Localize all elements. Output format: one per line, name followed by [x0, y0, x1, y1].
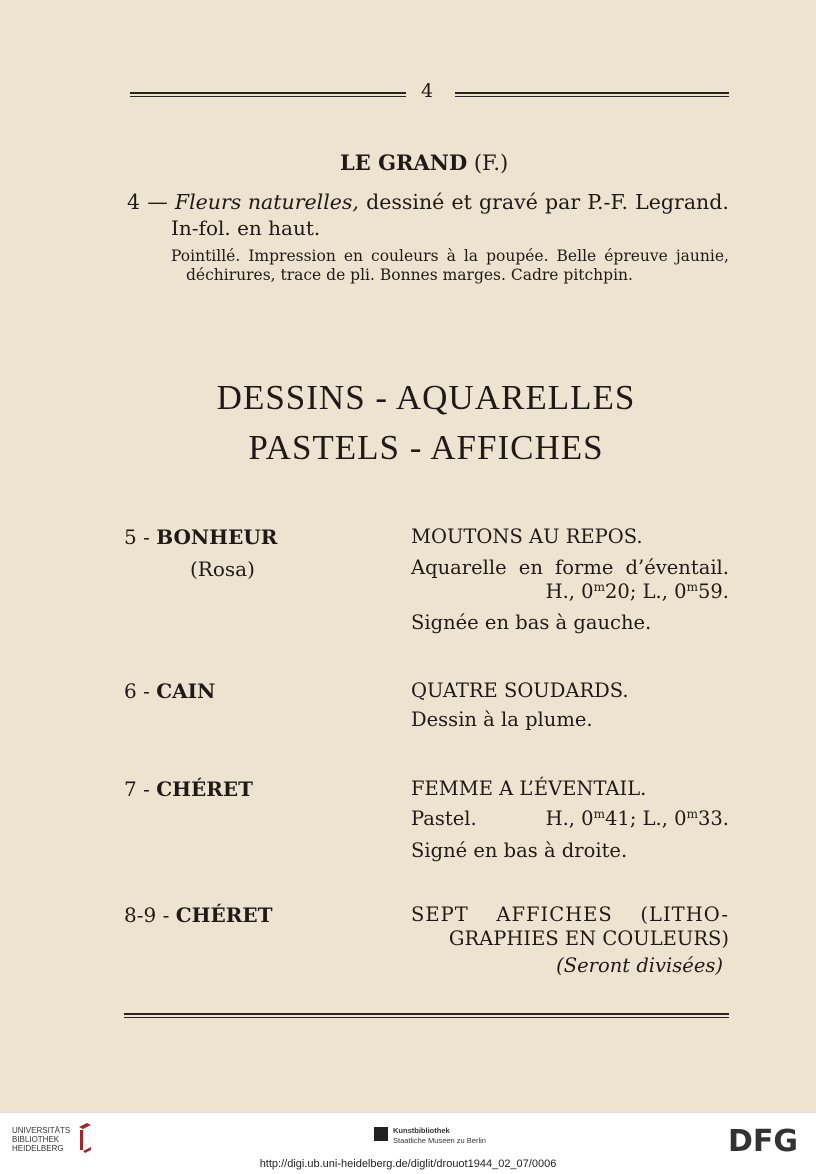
dim-int: 0	[674, 580, 687, 603]
lot5-medium-word: Aquarelle	[411, 556, 507, 579]
note-word: en	[343, 247, 364, 265]
dim-unit: m	[686, 580, 698, 594]
dim-label: H.,	[545, 580, 575, 603]
lot8-9-title-line1	[411, 903, 729, 926]
ub-logo-line: BIBLIOTHEK	[12, 1135, 60, 1144]
lot-number: 7 -	[124, 777, 150, 801]
dim-frac: 41	[604, 807, 630, 830]
lot-artist: CAIN	[156, 679, 216, 703]
entry4-word: et	[451, 190, 472, 214]
note-word: à	[446, 247, 456, 265]
note-word: épreuve	[604, 247, 668, 265]
entry4-format: In-fol. en haut.	[171, 216, 321, 240]
dim-frac: 33	[697, 807, 723, 830]
lot-artist: CHÉRET	[175, 903, 273, 927]
lot8-9-heading	[124, 903, 273, 927]
lot7-heading	[124, 777, 253, 801]
lot7-title: FEMME A L’ÉVENTAIL.	[411, 777, 647, 800]
dim-int: 0	[581, 807, 594, 830]
ub-heidelberg-mark-icon	[75, 1121, 95, 1155]
entry4-line1	[127, 190, 729, 214]
kunstbibliothek-logo-icon	[374, 1127, 388, 1141]
title-word: (LITHO-	[640, 903, 729, 926]
entry4-author-name: LE GRAND	[340, 150, 468, 175]
entry4-word: Legrand.	[635, 190, 729, 214]
note-word: couleurs	[371, 247, 439, 265]
ub-logo-line: UNIVERSITÄTS	[12, 1126, 71, 1135]
note-word: Impression	[248, 247, 336, 265]
kb-subtitle: Staatliche Museen zu Berlin	[393, 1136, 486, 1145]
lot5-medium-word: en	[518, 556, 543, 579]
kb-name: Kunstbibliothek	[393, 1126, 450, 1135]
lot-artist: CHÉRET	[156, 777, 254, 801]
entry4-author	[340, 150, 508, 175]
dfg-logo[interactable]: DFG	[728, 1124, 799, 1159]
lot8-9-note: (Seront divisées)	[556, 954, 723, 977]
lot6-heading	[124, 679, 215, 703]
header-rule-right	[455, 92, 729, 97]
section-title-line2: PASTELS - AFFICHES	[248, 428, 604, 467]
dim-frac: 20	[604, 580, 630, 603]
dim-unit: m	[593, 580, 605, 594]
entry4-title: Fleurs naturelles,	[174, 190, 359, 214]
lot5-signature: Signée en bas à gauche.	[411, 611, 652, 634]
header-rule-left	[130, 92, 406, 97]
lot-number: 6 -	[124, 679, 150, 703]
note-word: poupée.	[486, 247, 549, 265]
dim-unit: m	[593, 807, 605, 821]
note-word: Belle	[556, 247, 597, 265]
entry4-number: 4	[127, 190, 141, 214]
dim-int: 0	[581, 580, 594, 603]
ub-heidelberg-logo[interactable]	[12, 1126, 70, 1153]
kunstbibliothek-logo[interactable]	[393, 1126, 486, 1146]
entry4-dash: —	[147, 190, 168, 214]
lot5-title: MOUTONS AU REPOS.	[411, 525, 643, 548]
dim-label: H.,	[545, 807, 575, 830]
note-word: Pointillé.	[171, 247, 241, 265]
entry4-word: gravé	[479, 190, 538, 214]
lot7-dimensions: H., 0$^m$41; L., 0$^m$33.	[545, 807, 729, 830]
lot5-medium-word: d’éventail.	[625, 556, 729, 579]
note-word: jaunie,	[675, 247, 729, 265]
ub-logo-line: HEIDELBERG	[12, 1144, 64, 1153]
lot-artist: BONHEUR	[156, 525, 278, 549]
entry4-word: par	[545, 190, 581, 214]
lot-number: 8-9 -	[124, 903, 170, 927]
entry4-note-line1	[171, 247, 729, 265]
lot5-artist-firstname: (Rosa)	[190, 557, 255, 581]
lot5-heading	[124, 525, 277, 549]
entry4-author-initial: (F.)	[473, 151, 509, 175]
lot-number: 5 -	[124, 525, 150, 549]
lot6-title: QUATRE SOUDARDS.	[411, 679, 629, 702]
lot7-medium: Pastel.	[411, 807, 477, 830]
dim-unit: m	[686, 807, 698, 821]
lot5-dimensions: H., 0$^m$20; L., 0$^m$59.	[545, 580, 729, 603]
lot6-medium: Dessin à la plume.	[411, 708, 593, 731]
entry4-note-line2: déchirures, trace de pli. Bonnes marges. Cadre pitchpin.	[186, 266, 633, 284]
source-url[interactable]: http://digi.ub.uni-heidelberg.de/diglit/drouot1944_02_07/0006	[259, 1158, 557, 1170]
footer-rule	[124, 1013, 729, 1018]
note-word: la	[463, 247, 479, 265]
title-word: AFFICHES	[496, 903, 613, 926]
page-number: 4	[420, 80, 434, 102]
lot5-medium	[411, 556, 729, 579]
dim-int: 0	[674, 807, 687, 830]
section-title-line1: DESSINS - AQUARELLES	[216, 378, 636, 417]
dim-label: L.,	[642, 807, 668, 830]
entry4-word: dessiné	[366, 190, 445, 214]
entry4-word: P.-F.	[587, 190, 628, 214]
lot7-signature: Signé en bas à droite.	[411, 839, 628, 862]
lot5-medium-word: forme	[555, 556, 614, 579]
dim-label: L.,	[642, 580, 668, 603]
dim-frac: 59	[697, 580, 723, 603]
title-word: SEPT	[411, 903, 469, 926]
lot8-9-title-line2: GRAPHIES EN COULEURS)	[448, 927, 729, 950]
